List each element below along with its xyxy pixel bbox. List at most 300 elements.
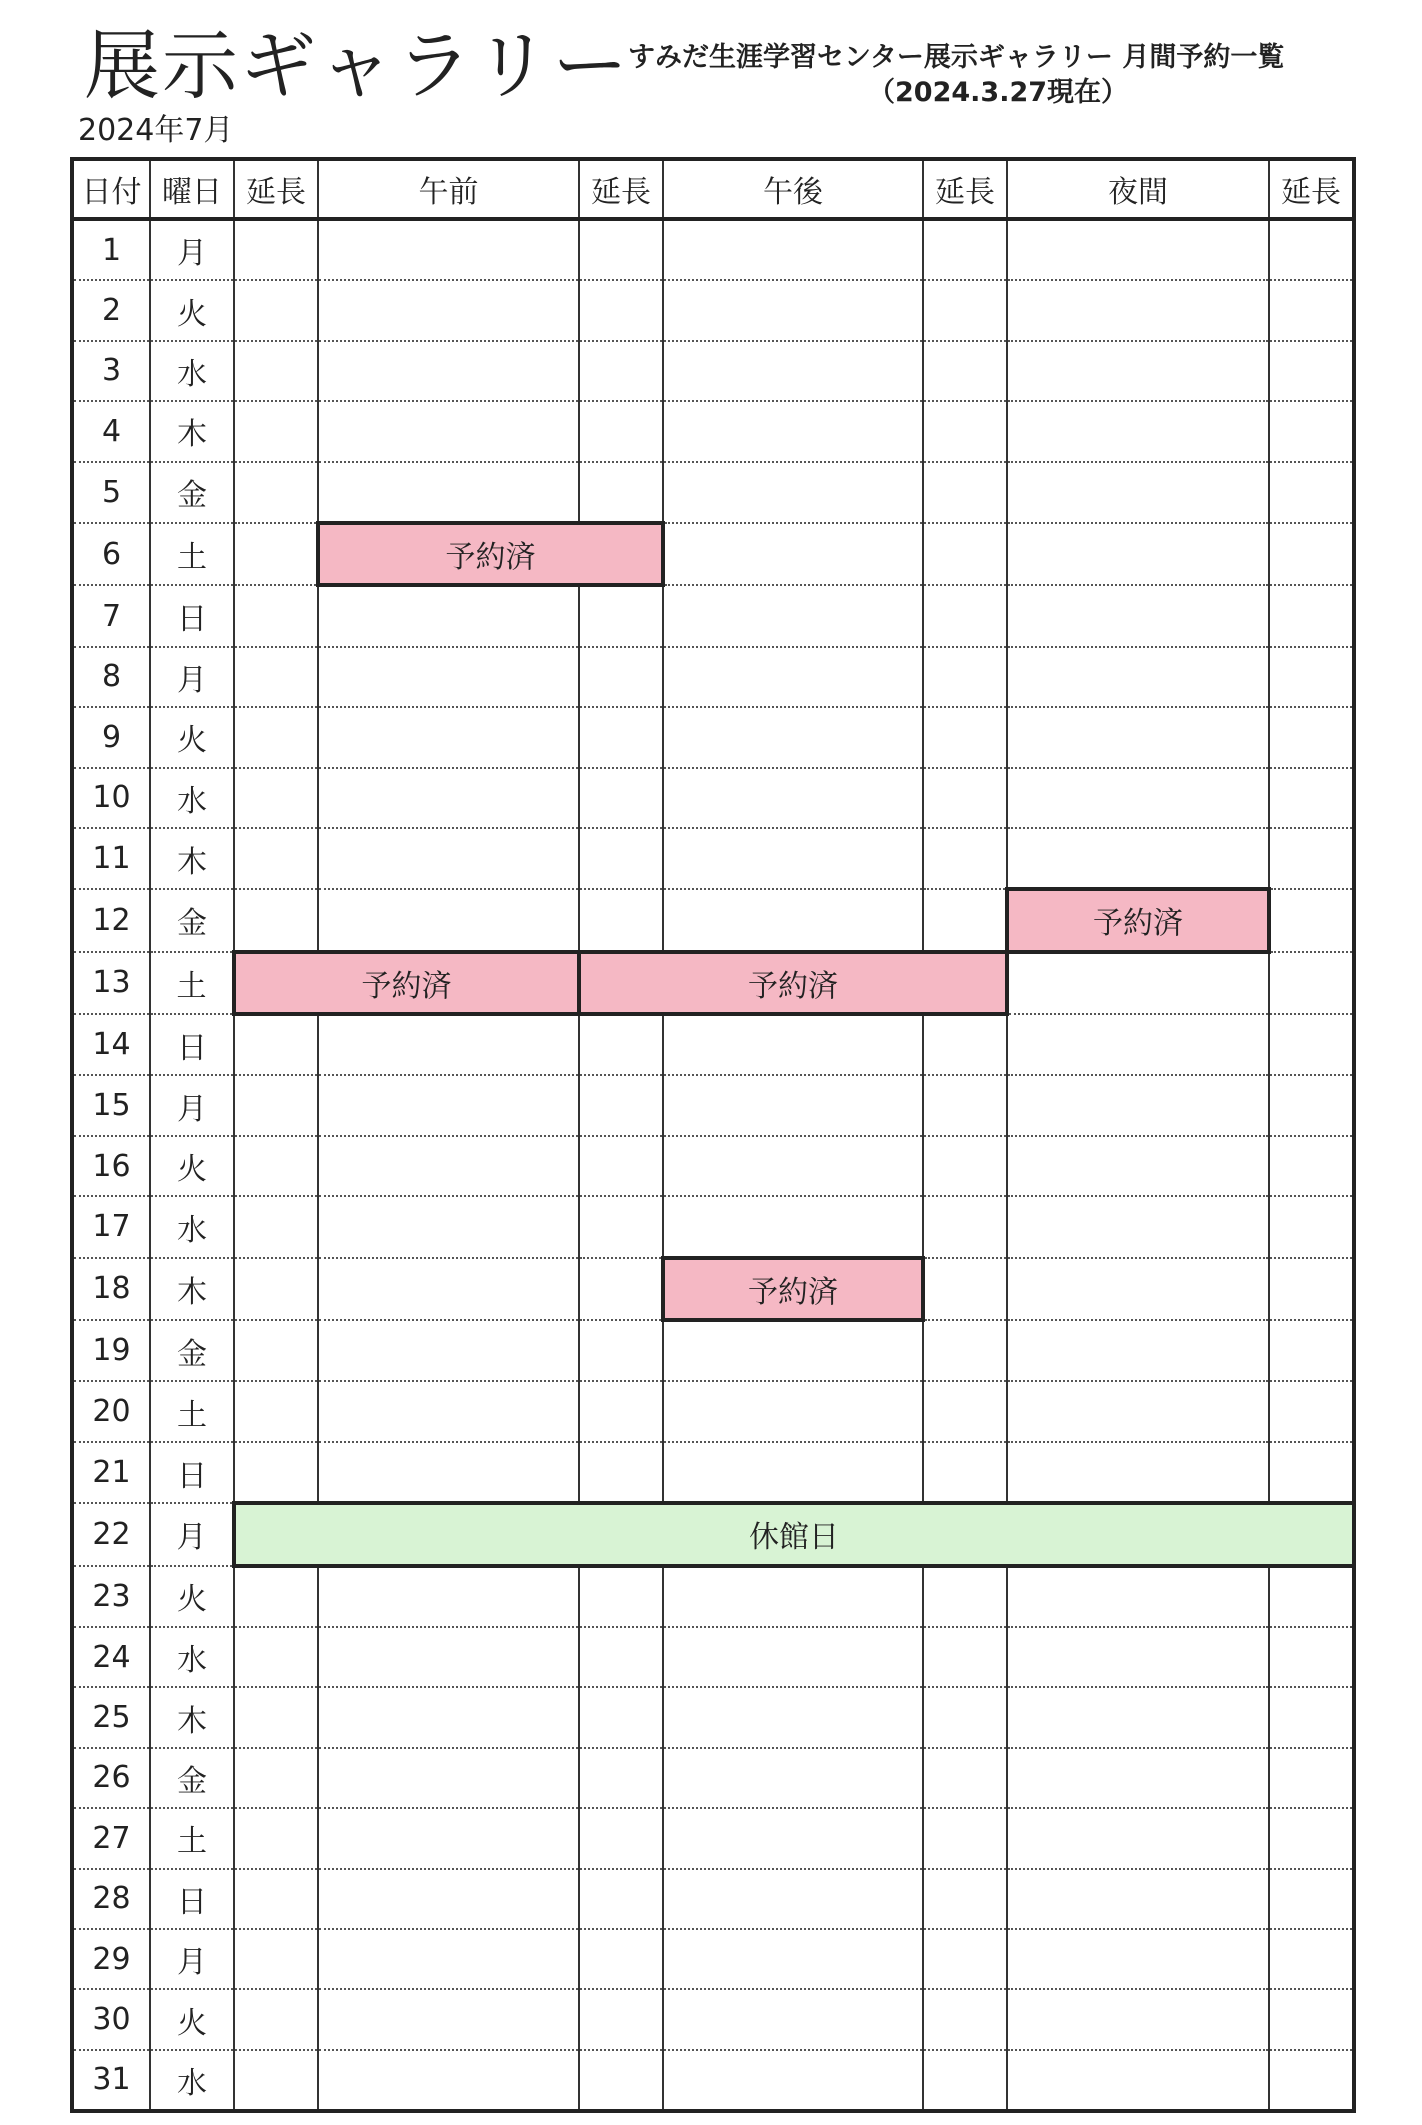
empty-slot-cell xyxy=(663,1687,923,1747)
empty-slot-cell xyxy=(663,401,923,461)
empty-slot-cell xyxy=(1269,585,1354,646)
weekday-cell: 月 xyxy=(150,219,234,280)
empty-slot-cell xyxy=(318,462,579,523)
col-header-extension-1: 延長 xyxy=(234,159,318,219)
empty-slot-cell xyxy=(1269,1808,1354,1868)
empty-slot-cell xyxy=(1007,219,1269,280)
empty-slot-cell xyxy=(1269,219,1354,280)
empty-slot-cell xyxy=(1007,585,1269,646)
empty-slot-cell xyxy=(318,1381,579,1441)
table-row xyxy=(72,1258,1354,1320)
empty-slot-cell xyxy=(579,828,663,889)
empty-slot-cell xyxy=(1007,1014,1269,1075)
empty-slot-cell xyxy=(663,585,923,646)
date-cell: 1 xyxy=(72,219,150,280)
month-label: 2024年7月 xyxy=(78,113,234,148)
weekday-cell: 月 xyxy=(150,647,234,707)
col-header-morning: 午前 xyxy=(318,159,579,219)
empty-slot-cell xyxy=(318,1748,579,1808)
table-row xyxy=(72,1503,1354,1565)
empty-slot-cell xyxy=(923,647,1007,707)
empty-slot-cell xyxy=(1269,1320,1354,1381)
empty-slot-cell xyxy=(663,647,923,707)
empty-slot-cell xyxy=(923,462,1007,523)
col-header-extension-4: 延長 xyxy=(1269,159,1354,219)
empty-slot-cell xyxy=(1269,952,1354,1014)
empty-slot-cell xyxy=(318,1808,579,1868)
col-header-extension-2: 延長 xyxy=(579,159,663,219)
empty-slot-cell xyxy=(234,1258,318,1320)
empty-slot-cell xyxy=(1007,1320,1269,1381)
empty-slot-cell xyxy=(663,889,923,951)
empty-slot-cell xyxy=(663,1014,923,1075)
weekday-cell: 木 xyxy=(150,1687,234,1747)
empty-slot-cell xyxy=(923,523,1007,585)
date-cell: 13 xyxy=(72,952,150,1014)
weekday-cell: 土 xyxy=(150,1808,234,1868)
table-row xyxy=(72,401,1354,461)
table-row xyxy=(72,341,1354,401)
empty-slot-cell xyxy=(234,280,318,340)
empty-slot-cell xyxy=(1269,1381,1354,1441)
empty-slot-cell xyxy=(923,1869,1007,1929)
empty-slot-cell xyxy=(923,280,1007,340)
empty-slot-cell xyxy=(1007,952,1269,1014)
empty-slot-cell xyxy=(923,1989,1007,2049)
col-header-weekday: 曜日 xyxy=(150,159,234,219)
date-cell: 6 xyxy=(72,523,150,585)
date-cell: 18 xyxy=(72,1258,150,1320)
empty-slot-cell xyxy=(923,1014,1007,1075)
empty-slot-cell xyxy=(318,707,579,767)
empty-slot-cell xyxy=(579,341,663,401)
empty-slot-cell xyxy=(663,1442,923,1503)
weekday-cell: 水 xyxy=(150,341,234,401)
empty-slot-cell xyxy=(1007,1687,1269,1747)
table-row xyxy=(72,1136,1354,1196)
table-row xyxy=(72,952,1354,1014)
empty-slot-cell xyxy=(579,1136,663,1196)
empty-slot-cell xyxy=(234,889,318,951)
empty-slot-cell xyxy=(318,401,579,461)
date-cell: 19 xyxy=(72,1320,150,1381)
empty-slot-cell xyxy=(234,462,318,523)
empty-slot-cell xyxy=(234,1627,318,1687)
empty-slot-cell xyxy=(318,585,579,646)
empty-slot-cell xyxy=(579,2050,663,2111)
empty-slot-cell xyxy=(1007,2050,1269,2111)
date-cell: 25 xyxy=(72,1687,150,1747)
empty-slot-cell xyxy=(234,828,318,889)
table-row xyxy=(72,462,1354,523)
col-header-afternoon: 午後 xyxy=(663,159,923,219)
empty-slot-cell xyxy=(1269,1075,1354,1135)
reserved-cell: 予約済 xyxy=(1007,889,1269,951)
weekday-cell: 火 xyxy=(150,1566,234,1627)
empty-slot-cell xyxy=(923,707,1007,767)
empty-slot-cell xyxy=(579,647,663,707)
empty-slot-cell xyxy=(579,707,663,767)
table-row xyxy=(72,1320,1354,1381)
table-row xyxy=(72,1687,1354,1747)
empty-slot-cell xyxy=(318,219,579,280)
empty-slot-cell xyxy=(663,1196,923,1257)
empty-slot-cell xyxy=(234,1075,318,1135)
empty-slot-cell xyxy=(663,1320,923,1381)
empty-slot-cell xyxy=(1007,647,1269,707)
empty-slot-cell xyxy=(1007,828,1269,889)
empty-slot-cell xyxy=(663,219,923,280)
weekday-cell: 木 xyxy=(150,1258,234,1320)
empty-slot-cell xyxy=(579,1075,663,1135)
empty-slot-cell xyxy=(234,2050,318,2111)
empty-slot-cell xyxy=(1269,280,1354,340)
empty-slot-cell xyxy=(663,1136,923,1196)
as-of-date: （2024.3.27現在） xyxy=(868,77,1129,109)
empty-slot-cell xyxy=(1007,1989,1269,2049)
empty-slot-cell xyxy=(234,1808,318,1868)
empty-slot-cell xyxy=(1007,707,1269,767)
weekday-cell: 日 xyxy=(150,585,234,646)
weekday-cell: 日 xyxy=(150,1014,234,1075)
empty-slot-cell xyxy=(318,2050,579,2111)
empty-slot-cell xyxy=(579,1808,663,1868)
empty-slot-cell xyxy=(663,1748,923,1808)
weekday-cell: 日 xyxy=(150,1442,234,1503)
date-cell: 2 xyxy=(72,280,150,340)
table-row xyxy=(72,768,1354,828)
empty-slot-cell xyxy=(318,1627,579,1687)
empty-slot-cell xyxy=(923,1566,1007,1627)
date-cell: 15 xyxy=(72,1075,150,1135)
empty-slot-cell xyxy=(923,768,1007,828)
empty-slot-cell xyxy=(1269,341,1354,401)
empty-slot-cell xyxy=(579,1989,663,2049)
empty-slot-cell xyxy=(663,1075,923,1135)
empty-slot-cell xyxy=(234,1014,318,1075)
empty-slot-cell xyxy=(1269,1869,1354,1929)
empty-slot-cell xyxy=(318,1258,579,1320)
empty-slot-cell xyxy=(923,1196,1007,1257)
document-subtitle xyxy=(628,40,1308,110)
empty-slot-cell xyxy=(1007,523,1269,585)
empty-slot-cell xyxy=(318,1989,579,2049)
empty-slot-cell xyxy=(663,1869,923,1929)
table-row xyxy=(72,1808,1354,1868)
empty-slot-cell xyxy=(579,1014,663,1075)
table-row xyxy=(72,1869,1354,1929)
empty-slot-cell xyxy=(923,1075,1007,1135)
date-cell: 24 xyxy=(72,1627,150,1687)
empty-slot-cell xyxy=(923,1627,1007,1687)
empty-slot-cell xyxy=(579,1320,663,1381)
empty-slot-cell xyxy=(1269,401,1354,461)
subtitle-text: すみだ生涯学習センター展示ギャラリー 月間予約一覧 xyxy=(628,42,1285,73)
empty-slot-cell xyxy=(1007,401,1269,461)
empty-slot-cell xyxy=(318,828,579,889)
table-row xyxy=(72,828,1354,889)
table-row xyxy=(72,1196,1354,1257)
table-row xyxy=(72,1442,1354,1503)
empty-slot-cell xyxy=(663,341,923,401)
empty-slot-cell xyxy=(1007,1258,1269,1320)
empty-slot-cell xyxy=(318,647,579,707)
empty-slot-cell xyxy=(923,1136,1007,1196)
reserved-cell: 予約済 xyxy=(318,523,663,585)
empty-slot-cell xyxy=(663,523,923,585)
date-cell: 28 xyxy=(72,1869,150,1929)
weekday-cell: 月 xyxy=(150,1929,234,1989)
empty-slot-cell xyxy=(1007,1566,1269,1627)
date-cell: 26 xyxy=(72,1748,150,1808)
empty-slot-cell xyxy=(234,1929,318,1989)
empty-slot-cell xyxy=(923,889,1007,951)
weekday-cell: 木 xyxy=(150,828,234,889)
empty-slot-cell xyxy=(1269,1014,1354,1075)
empty-slot-cell xyxy=(579,280,663,340)
date-cell: 11 xyxy=(72,828,150,889)
empty-slot-cell xyxy=(234,523,318,585)
empty-slot-cell xyxy=(923,401,1007,461)
weekday-cell: 火 xyxy=(150,1989,234,2049)
empty-slot-cell xyxy=(1269,889,1354,951)
table-row xyxy=(72,1627,1354,1687)
empty-slot-cell xyxy=(923,1748,1007,1808)
empty-slot-cell xyxy=(1007,1381,1269,1441)
empty-slot-cell xyxy=(579,1627,663,1687)
table-row xyxy=(72,889,1354,951)
weekday-cell: 水 xyxy=(150,768,234,828)
reserved-cell: 予約済 xyxy=(234,952,579,1014)
empty-slot-cell xyxy=(234,1869,318,1929)
date-cell: 10 xyxy=(72,768,150,828)
empty-slot-cell xyxy=(234,219,318,280)
empty-slot-cell xyxy=(923,1381,1007,1441)
page-title: 展示ギャラリー xyxy=(84,21,630,110)
empty-slot-cell xyxy=(1007,1442,1269,1503)
empty-slot-cell xyxy=(663,1989,923,2049)
empty-slot-cell xyxy=(1269,707,1354,767)
reserved-cell: 予約済 xyxy=(579,952,1007,1014)
empty-slot-cell xyxy=(234,707,318,767)
weekday-cell: 金 xyxy=(150,1748,234,1808)
empty-slot-cell xyxy=(1269,647,1354,707)
table-row xyxy=(72,1748,1354,1808)
empty-slot-cell xyxy=(579,1258,663,1320)
weekday-cell: 日 xyxy=(150,1869,234,1929)
weekday-cell: 土 xyxy=(150,1381,234,1441)
date-cell: 30 xyxy=(72,1989,150,2049)
reserved-cell: 予約済 xyxy=(663,1258,923,1320)
empty-slot-cell xyxy=(1269,1258,1354,1320)
empty-slot-cell xyxy=(663,280,923,340)
empty-slot-cell xyxy=(1007,1869,1269,1929)
weekday-cell: 金 xyxy=(150,1320,234,1381)
empty-slot-cell xyxy=(663,1808,923,1868)
date-cell: 16 xyxy=(72,1136,150,1196)
date-cell: 27 xyxy=(72,1808,150,1868)
reservation-table xyxy=(70,157,1356,2113)
weekday-cell: 金 xyxy=(150,889,234,951)
date-cell: 8 xyxy=(72,647,150,707)
empty-slot-cell xyxy=(923,1808,1007,1868)
empty-slot-cell xyxy=(234,1989,318,2049)
empty-slot-cell xyxy=(318,1196,579,1257)
empty-slot-cell xyxy=(318,1320,579,1381)
empty-slot-cell xyxy=(923,1687,1007,1747)
weekday-cell: 火 xyxy=(150,280,234,340)
table-row xyxy=(72,1989,1354,2049)
empty-slot-cell xyxy=(1269,2050,1354,2111)
empty-slot-cell xyxy=(579,585,663,646)
table-body xyxy=(72,219,1354,2111)
empty-slot-cell xyxy=(1007,1136,1269,1196)
empty-slot-cell xyxy=(1269,1627,1354,1687)
empty-slot-cell xyxy=(579,1869,663,1929)
empty-slot-cell xyxy=(318,889,579,951)
empty-slot-cell xyxy=(1269,1196,1354,1257)
date-cell: 5 xyxy=(72,462,150,523)
empty-slot-cell xyxy=(318,1014,579,1075)
empty-slot-cell xyxy=(663,1627,923,1687)
empty-slot-cell xyxy=(663,1566,923,1627)
empty-slot-cell xyxy=(579,768,663,828)
header-row xyxy=(72,159,1354,219)
date-cell: 29 xyxy=(72,1929,150,1989)
empty-slot-cell xyxy=(1269,828,1354,889)
empty-slot-cell xyxy=(234,1748,318,1808)
table-row xyxy=(72,707,1354,767)
empty-slot-cell xyxy=(1269,768,1354,828)
empty-slot-cell xyxy=(318,1869,579,1929)
empty-slot-cell xyxy=(579,1381,663,1441)
empty-slot-cell xyxy=(1269,1748,1354,1808)
weekday-cell: 水 xyxy=(150,2050,234,2111)
empty-slot-cell xyxy=(1007,1929,1269,1989)
weekday-cell: 木 xyxy=(150,401,234,461)
weekday-cell: 水 xyxy=(150,1196,234,1257)
empty-slot-cell xyxy=(1269,1136,1354,1196)
empty-slot-cell xyxy=(1007,768,1269,828)
empty-slot-cell xyxy=(663,1929,923,1989)
table-row xyxy=(72,585,1354,646)
empty-slot-cell xyxy=(234,1196,318,1257)
empty-slot-cell xyxy=(1269,1687,1354,1747)
date-cell: 7 xyxy=(72,585,150,646)
empty-slot-cell xyxy=(923,1320,1007,1381)
table-row xyxy=(72,2050,1354,2111)
date-cell: 4 xyxy=(72,401,150,461)
empty-slot-cell xyxy=(318,768,579,828)
col-header-night: 夜間 xyxy=(1007,159,1269,219)
empty-slot-cell xyxy=(579,1687,663,1747)
empty-slot-cell xyxy=(318,1566,579,1627)
empty-slot-cell xyxy=(234,647,318,707)
empty-slot-cell xyxy=(234,1566,318,1627)
weekday-cell: 土 xyxy=(150,523,234,585)
empty-slot-cell xyxy=(579,1929,663,1989)
empty-slot-cell xyxy=(1007,1196,1269,1257)
empty-slot-cell xyxy=(1007,1808,1269,1868)
empty-slot-cell xyxy=(234,1381,318,1441)
empty-slot-cell xyxy=(1007,341,1269,401)
date-cell: 14 xyxy=(72,1014,150,1075)
weekday-cell: 月 xyxy=(150,1503,234,1565)
empty-slot-cell xyxy=(663,1381,923,1441)
empty-slot-cell xyxy=(318,1136,579,1196)
empty-slot-cell xyxy=(318,1687,579,1747)
table-row xyxy=(72,523,1354,585)
empty-slot-cell xyxy=(663,462,923,523)
empty-slot-cell xyxy=(1007,1075,1269,1135)
empty-slot-cell xyxy=(579,1196,663,1257)
empty-slot-cell xyxy=(1269,523,1354,585)
empty-slot-cell xyxy=(923,2050,1007,2111)
empty-slot-cell xyxy=(923,828,1007,889)
empty-slot-cell xyxy=(923,1442,1007,1503)
empty-slot-cell xyxy=(234,585,318,646)
empty-slot-cell xyxy=(234,341,318,401)
table-row xyxy=(72,1929,1354,1989)
weekday-cell: 金 xyxy=(150,462,234,523)
weekday-cell: 火 xyxy=(150,1136,234,1196)
empty-slot-cell xyxy=(579,401,663,461)
empty-slot-cell xyxy=(923,219,1007,280)
table-row xyxy=(72,280,1354,340)
empty-slot-cell xyxy=(1007,1627,1269,1687)
empty-slot-cell xyxy=(663,768,923,828)
empty-slot-cell xyxy=(579,462,663,523)
empty-slot-cell xyxy=(1269,1566,1354,1627)
empty-slot-cell xyxy=(579,889,663,951)
date-cell: 12 xyxy=(72,889,150,951)
empty-slot-cell xyxy=(234,768,318,828)
weekday-cell: 火 xyxy=(150,707,234,767)
date-cell: 31 xyxy=(72,2050,150,2111)
weekday-cell: 水 xyxy=(150,1627,234,1687)
table-row xyxy=(72,219,1354,280)
empty-slot-cell xyxy=(234,1442,318,1503)
closed-day-cell: 休館日 xyxy=(234,1503,1354,1565)
empty-slot-cell xyxy=(234,1687,318,1747)
empty-slot-cell xyxy=(923,341,1007,401)
empty-slot-cell xyxy=(663,707,923,767)
table-row xyxy=(72,1014,1354,1075)
empty-slot-cell xyxy=(923,1258,1007,1320)
empty-slot-cell xyxy=(1007,1748,1269,1808)
table-row xyxy=(72,1075,1354,1135)
empty-slot-cell xyxy=(1007,462,1269,523)
empty-slot-cell xyxy=(1269,462,1354,523)
col-header-extension-3: 延長 xyxy=(923,159,1007,219)
empty-slot-cell xyxy=(318,280,579,340)
empty-slot-cell xyxy=(579,1748,663,1808)
empty-slot-cell xyxy=(579,219,663,280)
table-row xyxy=(72,1381,1354,1441)
empty-slot-cell xyxy=(579,1566,663,1627)
empty-slot-cell xyxy=(663,828,923,889)
date-cell: 9 xyxy=(72,707,150,767)
empty-slot-cell xyxy=(1269,1442,1354,1503)
empty-slot-cell xyxy=(923,585,1007,646)
empty-slot-cell xyxy=(318,341,579,401)
empty-slot-cell xyxy=(923,1929,1007,1989)
empty-slot-cell xyxy=(663,2050,923,2111)
date-cell: 3 xyxy=(72,341,150,401)
empty-slot-cell xyxy=(1269,1929,1354,1989)
date-cell: 17 xyxy=(72,1196,150,1257)
empty-slot-cell xyxy=(318,1075,579,1135)
